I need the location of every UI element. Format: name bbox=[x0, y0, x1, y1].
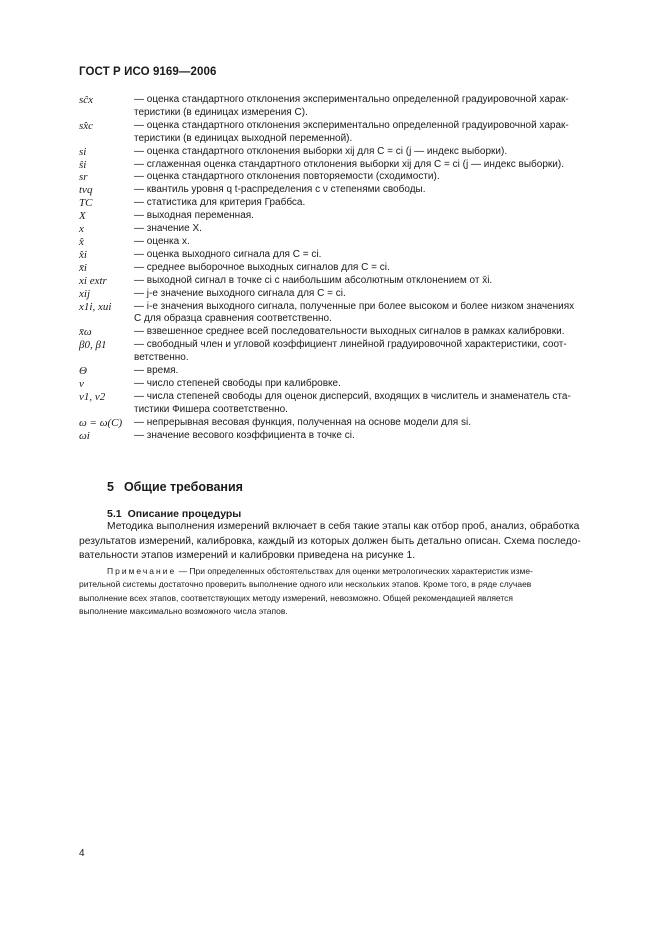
definition-text: — непрерывная весовая функция, полученная на основе модели для si. bbox=[134, 416, 471, 428]
definition-symbol: x̂i bbox=[79, 248, 87, 261]
definition-text: — оценка выходного сигнала для C = ci. bbox=[134, 248, 322, 260]
definition-symbol: sĉx bbox=[79, 94, 94, 106]
paragraph-line: результатов измерений, калибровка, каждый из которых должен быть детально описан. Схема последо- bbox=[79, 535, 581, 547]
section-title-text: Общие требования bbox=[123, 480, 243, 494]
definition-row bbox=[79, 417, 619, 430]
definition-row bbox=[79, 197, 619, 210]
definition-row bbox=[79, 159, 619, 172]
definition-row bbox=[79, 352, 619, 365]
definition-text: — числа степеней свободы для оценок дисперсий, входящих в числитель и знаменатель ста- bbox=[134, 390, 571, 402]
definition-symbol: ν bbox=[79, 377, 84, 390]
definition-text: — оценка стандартного отклонения экспериментально определенной градуировочной харак- bbox=[134, 94, 569, 105]
definition-text: — квантиль уровня q t-распределения с ν степенями свободы. bbox=[134, 184, 426, 196]
definition-row bbox=[79, 120, 619, 133]
definition-symbol: Θ bbox=[79, 365, 87, 378]
definition-row bbox=[79, 365, 619, 378]
definition-symbol: sr bbox=[79, 171, 88, 184]
note-label: Примечание bbox=[107, 566, 177, 576]
definition-text: — оценка стандартного отклонения повторяемости (сходимости). bbox=[134, 171, 440, 183]
definition-text: — время. bbox=[134, 365, 179, 377]
definition-row bbox=[79, 404, 619, 417]
definition-row bbox=[79, 94, 619, 107]
definition-text: — оценка x. bbox=[134, 235, 190, 247]
definition-symbol: ν1, ν2 bbox=[79, 390, 106, 403]
definition-symbol: x bbox=[79, 223, 84, 236]
definition-text: — оценка стандартного отклонения экспериментально определенной градуировочной харак- bbox=[134, 119, 569, 131]
definition-text: C для образца сравнения соответственно. bbox=[134, 313, 332, 325]
definition-symbol: x̄ω bbox=[79, 326, 92, 339]
definition-row bbox=[79, 288, 619, 301]
definition-text: — сглаженная оценка стандартного отклонения выборки xij для C = ci (j — индекс выборки). bbox=[134, 158, 564, 170]
note-line: выполнение всех этапов, соответствующих методу измерений, невозможно. Общей рекомендацией является bbox=[79, 592, 514, 603]
definition-symbol: xij bbox=[79, 287, 90, 300]
definition-row bbox=[79, 378, 619, 391]
definition-text: — число степеней свободы при калибровке. bbox=[134, 377, 341, 389]
definitions-list bbox=[79, 94, 619, 442]
definition-text: — свободный член и угловой коэффициент линейной градуировочной характеристики, соот- bbox=[134, 339, 567, 351]
page-number: 4 bbox=[79, 848, 85, 859]
definition-row bbox=[79, 301, 619, 314]
definition-row bbox=[79, 133, 619, 146]
paragraph-line: Методика выполнения измерений включает в себя такие этапы как отбор проб, анализ, обработка bbox=[107, 521, 580, 532]
section-number: 5 bbox=[107, 480, 114, 494]
definition-text: теристики (в единицах измерения C). bbox=[134, 106, 308, 118]
definition-symbol: si bbox=[79, 145, 87, 158]
definition-symbol bbox=[79, 352, 134, 365]
definition-symbol: sx̂c bbox=[79, 119, 94, 132]
definition-text: теристики (в единицах выходной переменной). bbox=[134, 132, 353, 144]
definition-symbol: x̄i bbox=[79, 261, 87, 274]
document-header: ГОСТ Р ИСО 9169—2006 bbox=[79, 66, 217, 78]
definition-text: — i-е значения выходного сигнала, полученные при более высоком и более низком значениях bbox=[134, 300, 575, 312]
definition-text: — j-е значение выходного сигнала для C = ci. bbox=[134, 287, 346, 299]
definition-symbol: tνq bbox=[79, 184, 93, 197]
paragraph-line: вательности этапов измерений и калибровки приведена на рисунке 1. bbox=[79, 550, 416, 561]
definition-text: ветственно. bbox=[134, 352, 189, 364]
note-first-line-text: — При определенных обстоятельствах для оценки метрологических характеристик изме- bbox=[176, 566, 533, 576]
definition-row bbox=[79, 223, 619, 236]
definition-symbol bbox=[79, 107, 134, 120]
definition-row bbox=[79, 262, 619, 275]
definition-symbol: x̂ bbox=[79, 235, 84, 248]
definition-row bbox=[79, 275, 619, 288]
body-paragraph bbox=[79, 520, 619, 564]
definition-text: — среднее выборочное выходных сигналов для C = ci. bbox=[134, 261, 390, 273]
definition-text: — значение весового коэффициента в точке ci. bbox=[134, 429, 355, 441]
definition-symbol: β0, β1 bbox=[79, 339, 107, 352]
section-heading bbox=[107, 480, 243, 494]
note-first-line bbox=[79, 565, 619, 578]
subsection-title-text: Описание процедуры bbox=[127, 508, 242, 520]
definition-row bbox=[79, 171, 619, 184]
definition-symbol: TC bbox=[79, 197, 93, 210]
definition-symbol bbox=[79, 404, 134, 417]
definition-symbol: ŝi bbox=[79, 158, 87, 171]
definition-row bbox=[79, 184, 619, 197]
definition-text: — выходная переменная. bbox=[134, 210, 254, 222]
definition-symbol: ωi bbox=[79, 429, 90, 442]
definition-symbol: ω = ω(C) bbox=[79, 416, 123, 429]
definition-row bbox=[79, 326, 619, 339]
definition-symbol: xi extr bbox=[79, 274, 107, 287]
definition-text: тистики Фишера соответственно. bbox=[134, 403, 288, 415]
definition-row bbox=[79, 391, 619, 404]
note-block bbox=[79, 565, 619, 618]
definition-row bbox=[79, 430, 619, 443]
definition-row bbox=[79, 339, 619, 352]
definition-row bbox=[79, 236, 619, 249]
definition-symbol: X bbox=[79, 210, 86, 223]
definition-row bbox=[79, 107, 619, 120]
definition-row bbox=[79, 313, 619, 326]
definition-row bbox=[79, 146, 619, 159]
definition-text: — выходной сигнал в точке ci с наибольшим абсолютным отклонением от x̄i. bbox=[134, 274, 493, 286]
note-line: выполнение максимально возможного числа этапов. bbox=[79, 605, 288, 616]
definition-symbol: x1i, xui bbox=[79, 300, 112, 313]
definition-symbol bbox=[79, 133, 134, 146]
subsection-number: 5.1 bbox=[107, 508, 122, 520]
definition-text: — взвешенное среднее всей последовательности выходных сигналов в рамках калибровки. bbox=[134, 326, 565, 338]
definition-text: — оценка стандартного отклонения выборки xij для C = ci (j — индекс выборки). bbox=[134, 145, 508, 157]
subsection-heading bbox=[107, 508, 241, 520]
definition-row bbox=[79, 210, 619, 223]
definition-text: — статистика для критерия Граббса. bbox=[134, 197, 306, 209]
definition-symbol bbox=[79, 313, 134, 326]
definition-row bbox=[79, 249, 619, 262]
note-line: рительной системы достаточно проверить выполнение одного или нескольких этапов. Кроме того, в ряде случаев bbox=[79, 579, 532, 590]
definition-text: — значение X. bbox=[134, 223, 202, 235]
